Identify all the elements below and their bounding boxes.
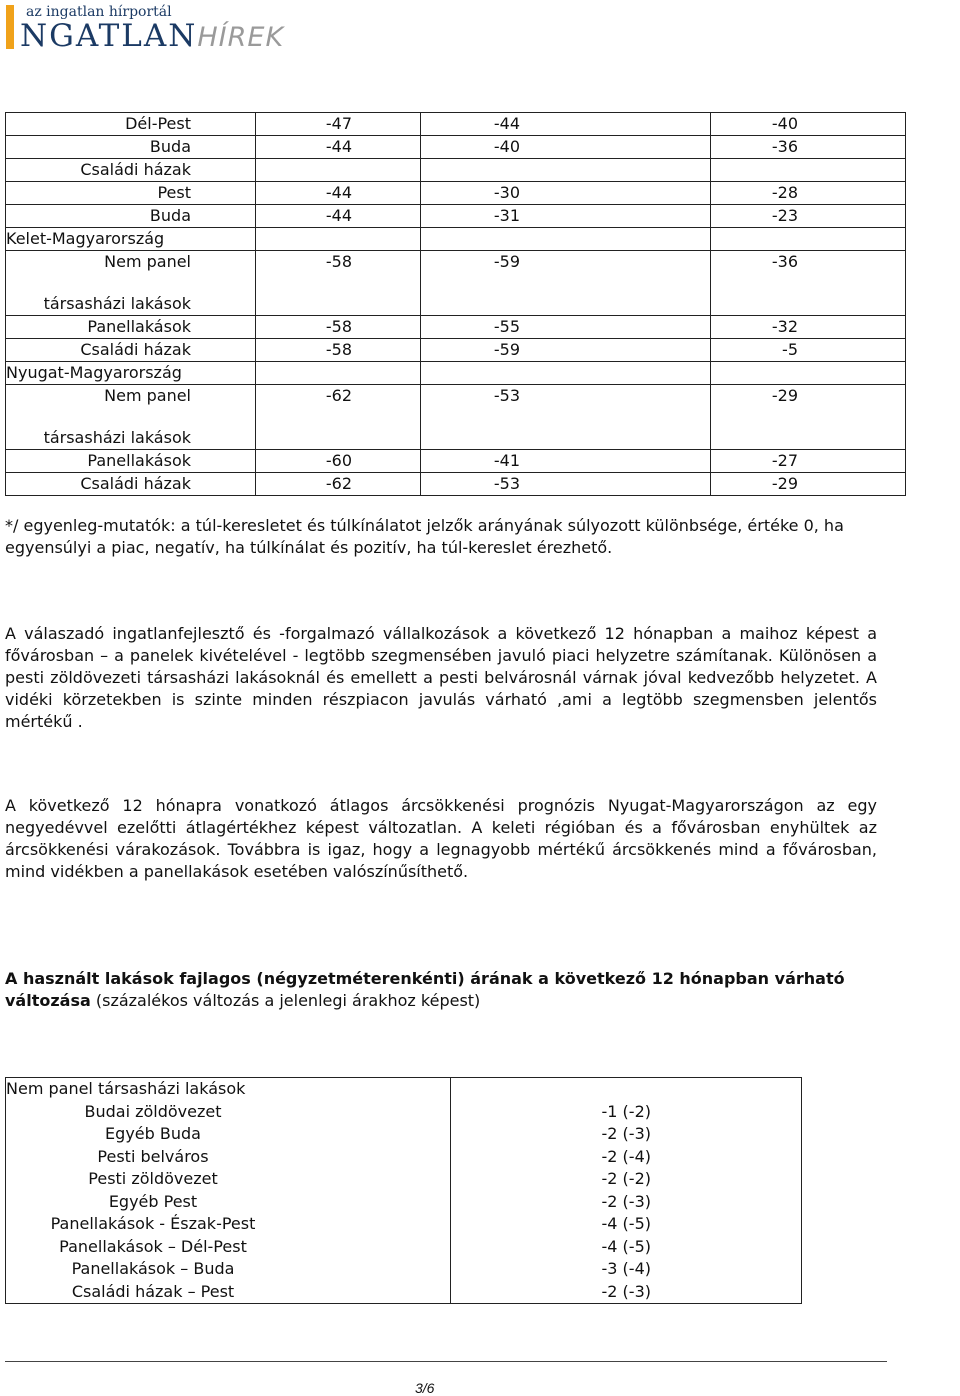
table-row — [6, 136, 906, 159]
row-label: Panellakások - Észak-Pest — [6, 1213, 451, 1236]
table-row — [6, 473, 906, 496]
cell-value — [256, 159, 421, 182]
cell-value — [711, 228, 906, 251]
cell-value: -2 (-3) — [451, 1191, 802, 1214]
cell-value: -4 (-5) — [451, 1213, 802, 1236]
cell-value: -62 — [256, 473, 421, 496]
table-row — [6, 251, 906, 294]
cell-value — [256, 427, 421, 450]
cell-value: -53 — [421, 385, 711, 428]
cell-value: -44 — [256, 182, 421, 205]
cell-value — [421, 293, 711, 316]
footer-rule — [5, 1361, 887, 1362]
table-row — [6, 1258, 802, 1281]
cell-value: -59 — [421, 339, 711, 362]
cell-value: -2 (-2) — [451, 1168, 802, 1191]
row-label: Panellakások — [6, 316, 256, 339]
logo-tagline: az ingatlan hírportál — [26, 4, 172, 20]
row-label: Egyéb Pest — [6, 1191, 451, 1214]
price-change-table — [5, 1077, 802, 1304]
row-label: Egyéb Buda — [6, 1123, 451, 1146]
table-row — [6, 113, 906, 136]
cell-value: -23 — [711, 205, 906, 228]
cell-value — [256, 228, 421, 251]
table-header-row — [6, 1078, 802, 1101]
cell-value: -41 — [421, 450, 711, 473]
cell-value: -28 — [711, 182, 906, 205]
cell-value: -32 — [711, 316, 906, 339]
cell-value: -55 — [421, 316, 711, 339]
logo-bar — [6, 5, 14, 49]
cell-value: -5 — [711, 339, 906, 362]
row-label: Pesti belváros — [6, 1146, 451, 1169]
table-row — [6, 1146, 802, 1169]
cell-value — [711, 159, 906, 182]
row-label: Családi házak — [6, 159, 256, 182]
row-label: Panellakások – Dél-Pest — [6, 1236, 451, 1259]
table-row — [6, 1123, 802, 1146]
cell-value — [256, 362, 421, 385]
page-number: 3/6 — [415, 1380, 435, 1396]
cell-value: -44 — [256, 136, 421, 159]
cell-value: -44 — [421, 113, 711, 136]
table-row — [6, 1191, 802, 1214]
cell-empty — [451, 1078, 802, 1101]
row-label: Pest — [6, 182, 256, 205]
table-row — [6, 1101, 802, 1124]
logo-name-secondary: HÍREK — [197, 22, 285, 53]
cell-value: -58 — [256, 251, 421, 294]
table-row — [6, 205, 906, 228]
row-label: Panellakások – Buda — [6, 1258, 451, 1281]
cell-value: -4 (-5) — [451, 1236, 802, 1259]
cell-value: -59 — [421, 251, 711, 294]
table-row — [6, 1281, 802, 1304]
cell-value: -3 (-4) — [451, 1258, 802, 1281]
cell-value: -36 — [711, 136, 906, 159]
cell-value: -40 — [711, 113, 906, 136]
row-label: Panellakások — [6, 450, 256, 473]
row-label: Buda — [6, 136, 256, 159]
table-row — [6, 362, 906, 385]
table-row — [6, 159, 906, 182]
cell-value: -47 — [256, 113, 421, 136]
row-label: Buda — [6, 205, 256, 228]
section-heading — [5, 968, 877, 1012]
cell-value: -2 (-4) — [451, 1146, 802, 1169]
row-label: Budai zöldövezet — [6, 1101, 451, 1124]
cell-value — [421, 159, 711, 182]
cell-value: -1 (-2) — [451, 1101, 802, 1124]
table-row — [6, 293, 906, 316]
section-heading-note: (százalékos változás a jelenlegi árakhoz képest) — [90, 991, 481, 1010]
logo-name-primary: NGATLAN — [20, 18, 198, 54]
row-label: Családi házak — [6, 339, 256, 362]
logo-name — [20, 19, 284, 55]
table-row — [6, 316, 906, 339]
cell-value: -27 — [711, 450, 906, 473]
cell-value: -31 — [421, 205, 711, 228]
row-label: Nem panel — [6, 251, 256, 294]
section-heading-bold: A használt lakások fajlagos (négyzetméterenkénti) árának a következő 12 hónapban várható változása — [5, 969, 845, 1010]
table-group-header: Nem panel társasházi lakások — [6, 1078, 451, 1101]
table-row — [6, 450, 906, 473]
cell-value: -29 — [711, 385, 906, 428]
cell-value — [711, 362, 906, 385]
site-logo — [6, 2, 306, 54]
cell-value: -60 — [256, 450, 421, 473]
cell-value: -2 (-3) — [451, 1281, 802, 1304]
table-row — [6, 1213, 802, 1236]
cell-value — [421, 228, 711, 251]
cell-value: -62 — [256, 385, 421, 428]
row-label: Családi házak – Pest — [6, 1281, 451, 1304]
footnote: */ egyenleg-mutatók: a túl-keresletet és túlkínálatot jelzők arányának súlyozott különbsége, értéke 0, ha egyensúlyi a piac, negatív, ha túlkínálat és pozitív, ha túl-kereslet érezhető. — [5, 516, 844, 557]
table-row — [6, 427, 906, 450]
table-row — [6, 228, 906, 251]
table-row — [6, 1236, 802, 1259]
cell-value: -30 — [421, 182, 711, 205]
row-label: társasházi lakások — [6, 427, 256, 450]
table-row — [6, 385, 906, 428]
row-label: Nem panel — [6, 385, 256, 428]
cell-value: -40 — [421, 136, 711, 159]
cell-value: -58 — [256, 339, 421, 362]
cell-value: -58 — [256, 316, 421, 339]
table-row — [6, 339, 906, 362]
cell-value — [256, 293, 421, 316]
cell-value — [421, 427, 711, 450]
paragraph-developers-outlook: A válaszadó ingatlanfejlesztő és -forgalmazó vállalkozások a következő 12 hónapban a maihoz képest a fővárosban – a panelek kivételével - legtöbb szegmensében javuló piaci helyzetre számítanak. Különösen a pesti zöldövezeti társasházi lakásoknál és emellett a pesti belvárosnál várnak jóval kedvezőbb helyzetet. A vidéki körzetekben is szinte minden részpiacon javulás várható ,ami a legtöbb szegmensben jelentős mértékű . — [5, 624, 877, 731]
paragraph-price-forecast: A következő 12 hónapra vonatkozó átlagos árcsökkenési prognózis Nyugat-Magyarországon az egy negyedévvel ezelőtti átlagértékhez képest változatlan. A keleti régióban és a fővárosban enyhültek az árcsökkenési várakozások. Továbbra is igaz, hogy a legnagyobb mértékű árcsökkenés mind a fővárosban, mind vidékben a panellakások esetében valószínűsíthető. — [5, 796, 877, 881]
row-label: Kelet-Magyarország — [6, 228, 256, 251]
cell-value — [421, 362, 711, 385]
row-label: társasházi lakások — [6, 293, 256, 316]
cell-value — [711, 293, 906, 316]
cell-value: -2 (-3) — [451, 1123, 802, 1146]
table-row — [6, 182, 906, 205]
table-row — [6, 1168, 802, 1191]
row-label: Nyugat-Magyarország — [6, 362, 256, 385]
cell-value: -29 — [711, 473, 906, 496]
row-label: Családi házak — [6, 473, 256, 496]
cell-value: -36 — [711, 251, 906, 294]
row-label: Pesti zöldövezet — [6, 1168, 451, 1191]
cell-value — [711, 427, 906, 450]
cell-value: -44 — [256, 205, 421, 228]
row-label: Dél-Pest — [6, 113, 256, 136]
balance-indicator-table — [5, 112, 906, 496]
cell-value: -53 — [421, 473, 711, 496]
